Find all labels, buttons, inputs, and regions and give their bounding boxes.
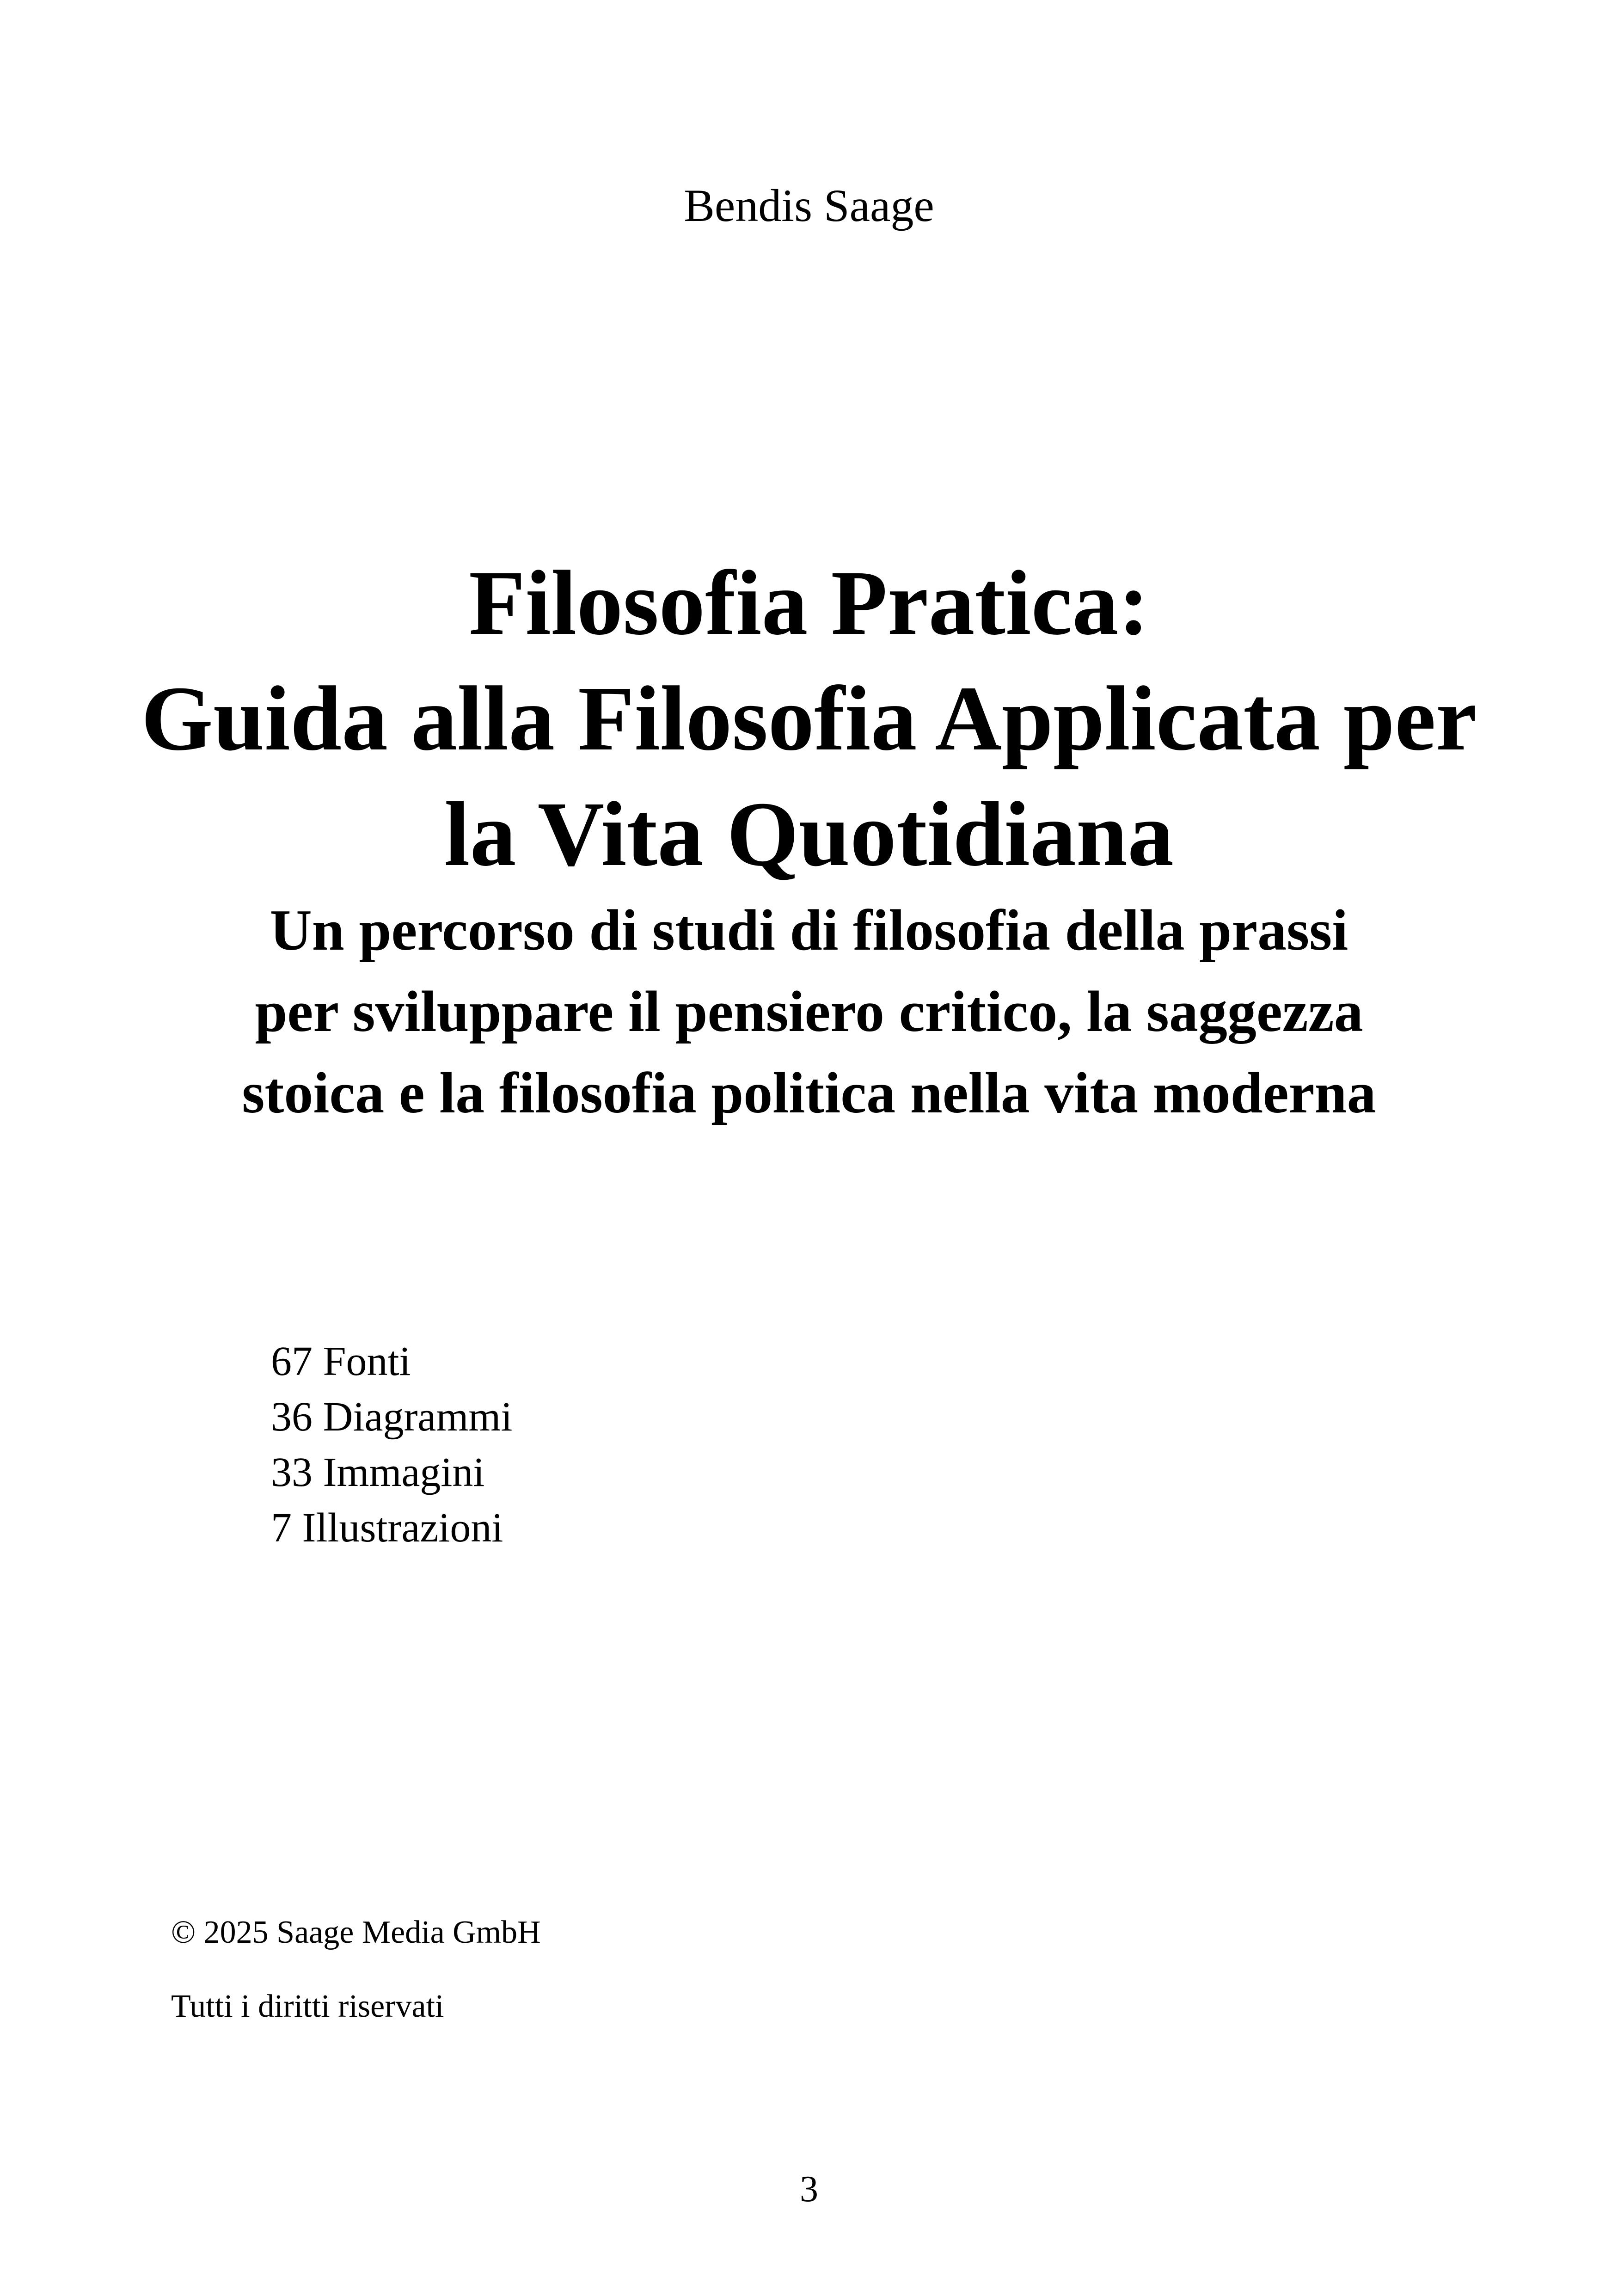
- stat-sources: 67 Fonti: [271, 1338, 411, 1384]
- stat-illustrations: 7 Illustrazioni: [271, 1505, 503, 1551]
- title-block: [92, 546, 1526, 1136]
- rights-notice: Tutti i diritti riservati: [171, 1989, 444, 2024]
- stat-diagrams: 36 Diagrammi: [271, 1394, 513, 1440]
- title-line-1: Filosofia Pratica:: [469, 552, 1149, 654]
- subtitle-line-2: per sviluppare il pensiero critico, la saggezza: [255, 980, 1363, 1044]
- content-stats-list: [271, 1334, 512, 1556]
- author-name: Bendis Saage: [684, 180, 934, 231]
- subtitle-line-1: Un percorso di studi di filosofia della prassi: [270, 898, 1348, 963]
- page-number: 3: [800, 2169, 818, 2210]
- subtitle-line-3: stoica e la filosofia politica nella vita moderna: [242, 1061, 1376, 1125]
- title-line-3: la Vita Quotidiana: [444, 783, 1174, 885]
- copyright-notice: © 2025 Saage Media GmbH: [171, 1915, 541, 1950]
- stat-images: 33 Immagini: [271, 1449, 485, 1495]
- title-line-2: Guida alla Filosofia Applicata per: [141, 668, 1477, 770]
